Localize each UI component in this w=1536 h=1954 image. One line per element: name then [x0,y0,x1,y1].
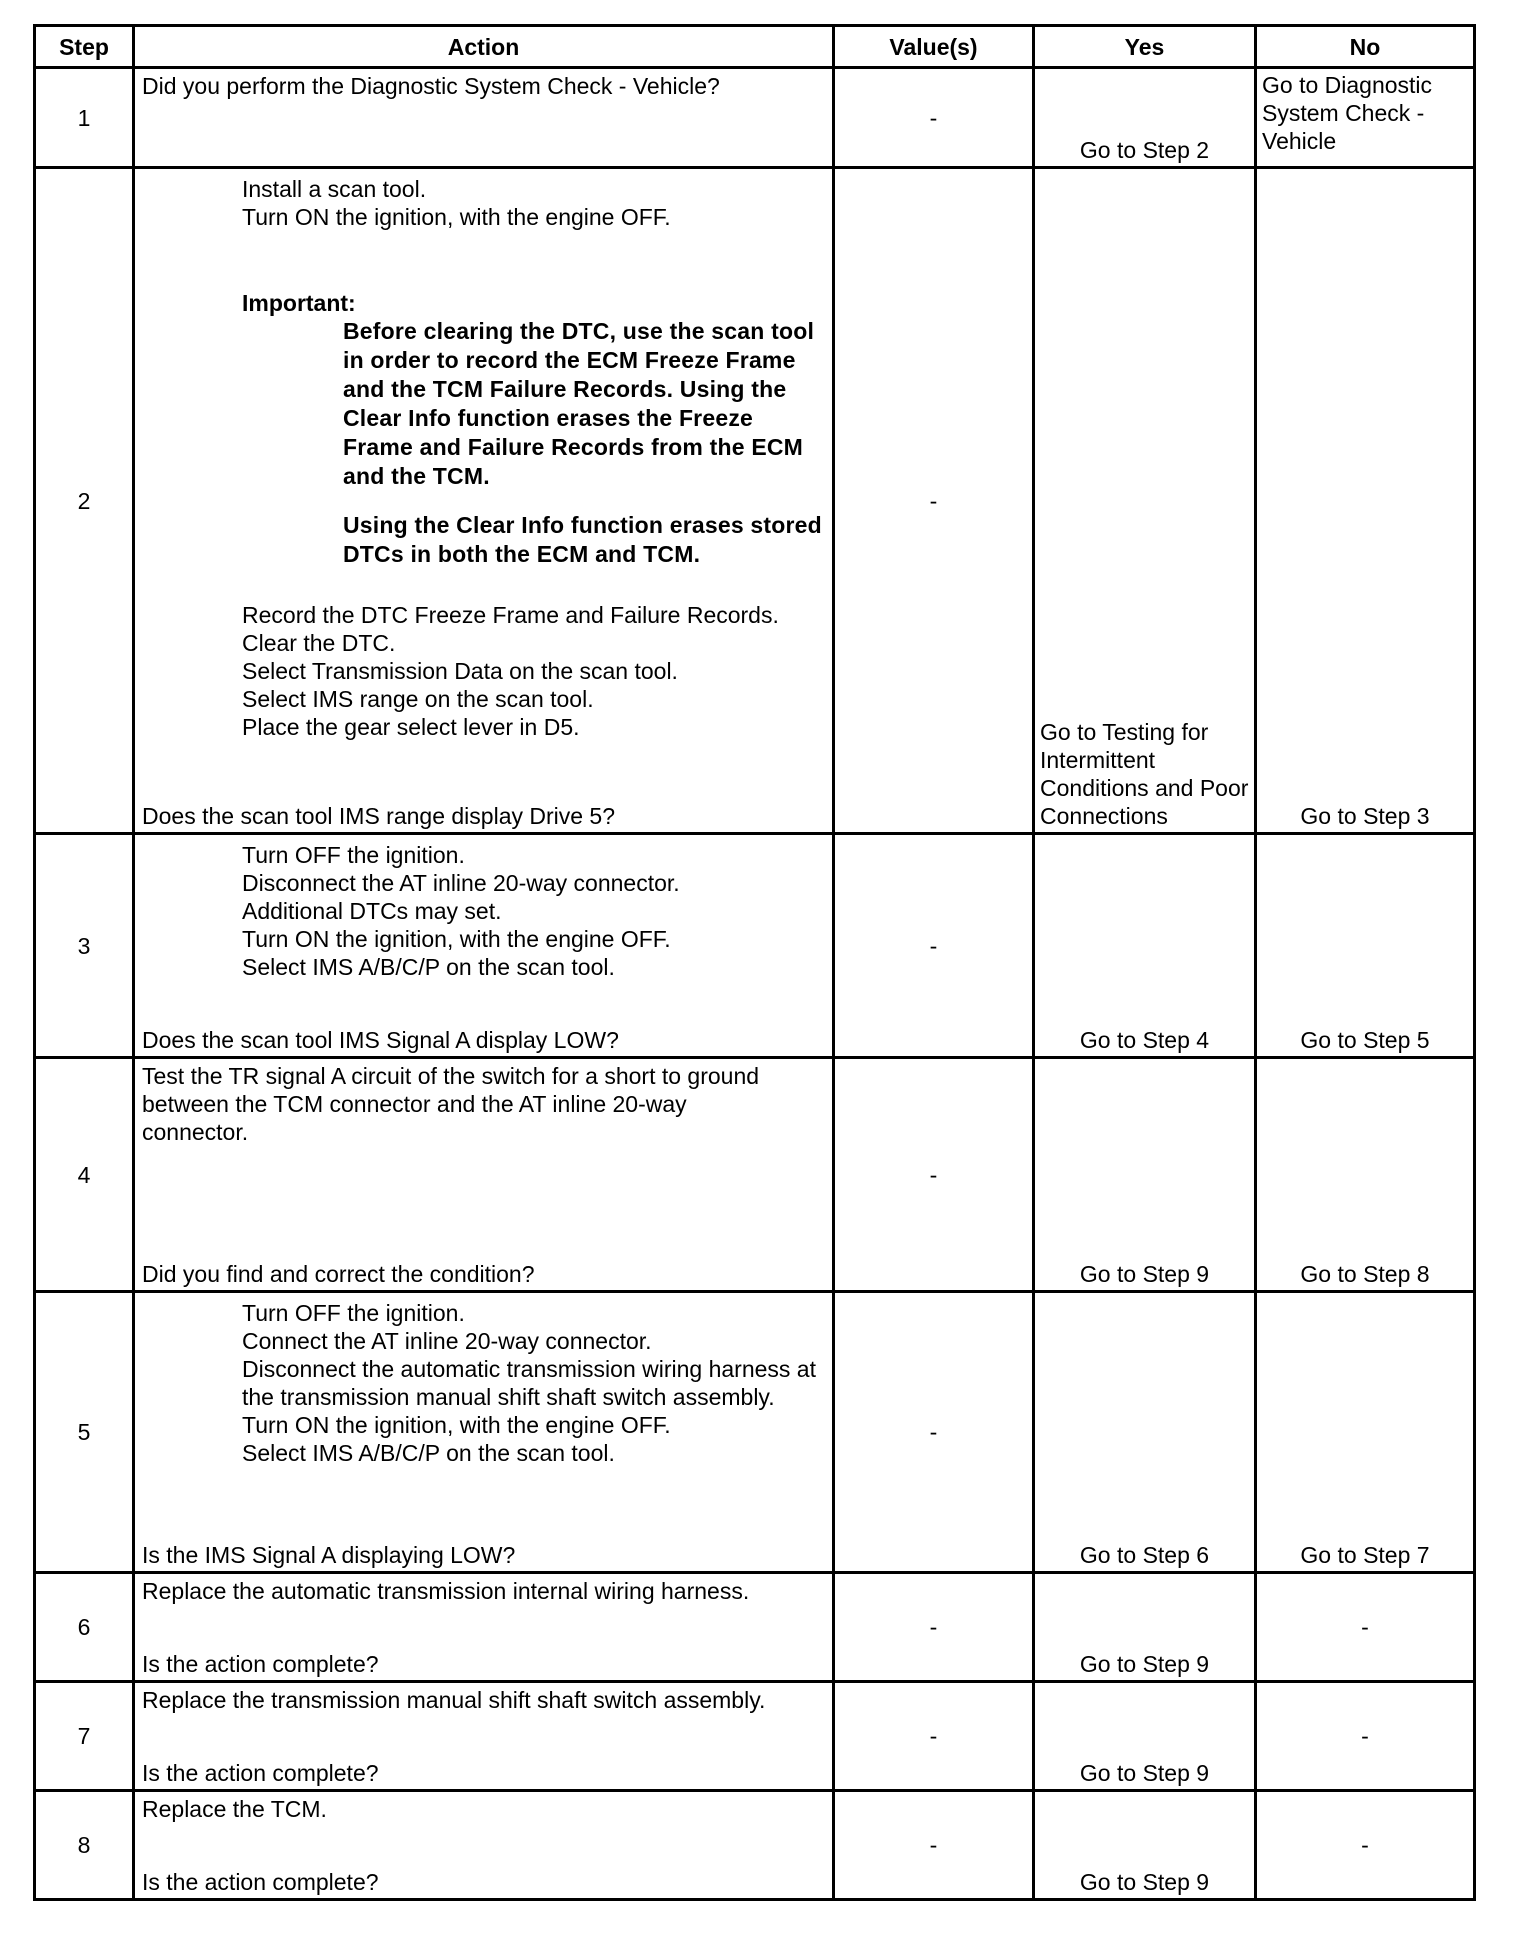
question-text: Is the action complete? [142,1869,379,1895]
instruction-line: Select IMS range on the scan tool. [242,686,594,712]
question-text: Does the scan tool IMS Signal A display LOW? [142,1027,619,1053]
important-note: Before clearing the DTC, use the scan tool in order to record the ECM Freeze Frame and the TCM Failure Records. Using the Clear Info function erases the Freeze Frame and Failure Records from the ECM and the TCM. [343,318,815,489]
instruction-line: Select IMS A/B/C/P on the scan tool. [242,954,615,980]
yes-cell: Go to Step 9 [1034,1791,1256,1900]
step-number: 4 [35,1058,134,1292]
yes-cell: Go to Step 9 [1034,1058,1256,1292]
diagnostic-table [33,24,1476,1901]
no-cell: Go to Step 3 [1256,168,1475,834]
header-yes: Yes [1034,26,1256,68]
action-cell [134,834,834,1058]
value-cell: - [834,168,1034,834]
action-cell [134,1292,834,1573]
instruction-line: Install a scan tool. [242,176,427,202]
step-number: 5 [35,1292,134,1573]
question-text: Is the action complete? [142,1760,379,1786]
value-cell: - [834,68,1034,168]
action-cell [134,1058,834,1292]
value-cell: - [834,1573,1034,1682]
action-cell [134,168,834,834]
no-cell: - [1256,1573,1475,1682]
action-cell [134,1573,834,1682]
step-number: 1 [35,68,134,168]
instruction-line: Additional DTCs may set. [242,898,502,924]
instruction-line: Turn OFF the ignition. [242,1300,465,1326]
step-number: 3 [35,834,134,1058]
table-row [35,1292,1475,1573]
yes-cell: Go to Step 4 [1034,834,1256,1058]
yes-cell: Go to Step 2 [1034,68,1256,168]
yes-cell: Go to Step 9 [1034,1682,1256,1791]
instruction-line: Connect the AT inline 20-way connector. [242,1328,652,1354]
table-row [35,1791,1475,1900]
table-row [35,168,1475,834]
instruction-line: Disconnect the AT inline 20-way connector. [242,870,680,896]
instruction-line: Turn ON the ignition, with the engine OFF. [242,204,671,230]
no-cell: - [1256,1682,1475,1791]
action-text: Replace the TCM. [142,1796,327,1822]
action-text: Did you perform the Diagnostic System Check - Vehicle? [142,73,720,99]
important-label: Important: [242,290,356,316]
question-text: Did you find and correct the condition? [142,1261,535,1287]
instruction-line: Record the DTC Freeze Frame and Failure Records. [242,602,779,628]
no-cell: Go to Step 7 [1256,1292,1475,1573]
value-cell: - [834,1791,1034,1900]
instruction-line: Turn ON the ignition, with the engine OFF. [242,926,671,952]
header-action: Action [134,26,834,68]
instruction-line: Disconnect the automatic transmission wiring harness at the transmission manual shift shaft switch assembly. [242,1356,816,1410]
table-row [35,1058,1475,1292]
step-number: 8 [35,1791,134,1900]
instruction-line: Select IMS A/B/C/P on the scan tool. [242,1440,615,1466]
question-text: Is the IMS Signal A displaying LOW? [142,1542,516,1568]
header-step: Step [35,26,134,68]
action-text: Replace the automatic transmission internal wiring harness. [142,1578,750,1604]
yes-cell: Go to Testing for Intermittent Conditions and Poor Connections [1034,168,1256,834]
yes-cell: Go to Step 6 [1034,1292,1256,1573]
step-number: 2 [35,168,134,834]
table-row [35,834,1475,1058]
header-values: Value(s) [834,26,1034,68]
no-cell: - [1256,1791,1475,1900]
action-cell [134,1682,834,1791]
value-cell: - [834,1058,1034,1292]
instruction-line: Place the gear select lever in D5. [242,714,580,740]
no-cell: Go to Step 5 [1256,834,1475,1058]
value-cell: - [834,834,1034,1058]
action-text: Test the TR signal A circuit of the switch for a short to ground between the TCM connector and the AT inline 20-way connector. [142,1063,760,1145]
instruction-line: Clear the DTC. [242,630,396,656]
action-cell [134,1791,834,1900]
question-text: Is the action complete? [142,1651,379,1677]
no-cell: Go to Diagnostic System Check - Vehicle [1256,68,1475,168]
action-cell [134,68,834,168]
value-cell: - [834,1292,1034,1573]
important-note: Using the Clear Info function erases stored DTCs in both the ECM and TCM. [343,512,822,567]
table-row [35,1573,1475,1682]
header-row [35,26,1475,68]
question-text: Does the scan tool IMS range display Drive 5? [142,803,616,829]
value-cell: - [834,1682,1034,1791]
yes-cell: Go to Step 9 [1034,1573,1256,1682]
header-no: No [1256,26,1475,68]
instruction-line: Turn ON the ignition, with the engine OFF. [242,1412,671,1438]
action-text: Replace the transmission manual shift shaft switch assembly. [142,1687,766,1713]
step-number: 6 [35,1573,134,1682]
no-cell: Go to Step 8 [1256,1058,1475,1292]
instruction-line: Select Transmission Data on the scan tool. [242,658,678,684]
instruction-line: Turn OFF the ignition. [242,842,465,868]
table-row [35,1682,1475,1791]
step-number: 7 [35,1682,134,1791]
table-row [35,68,1475,168]
